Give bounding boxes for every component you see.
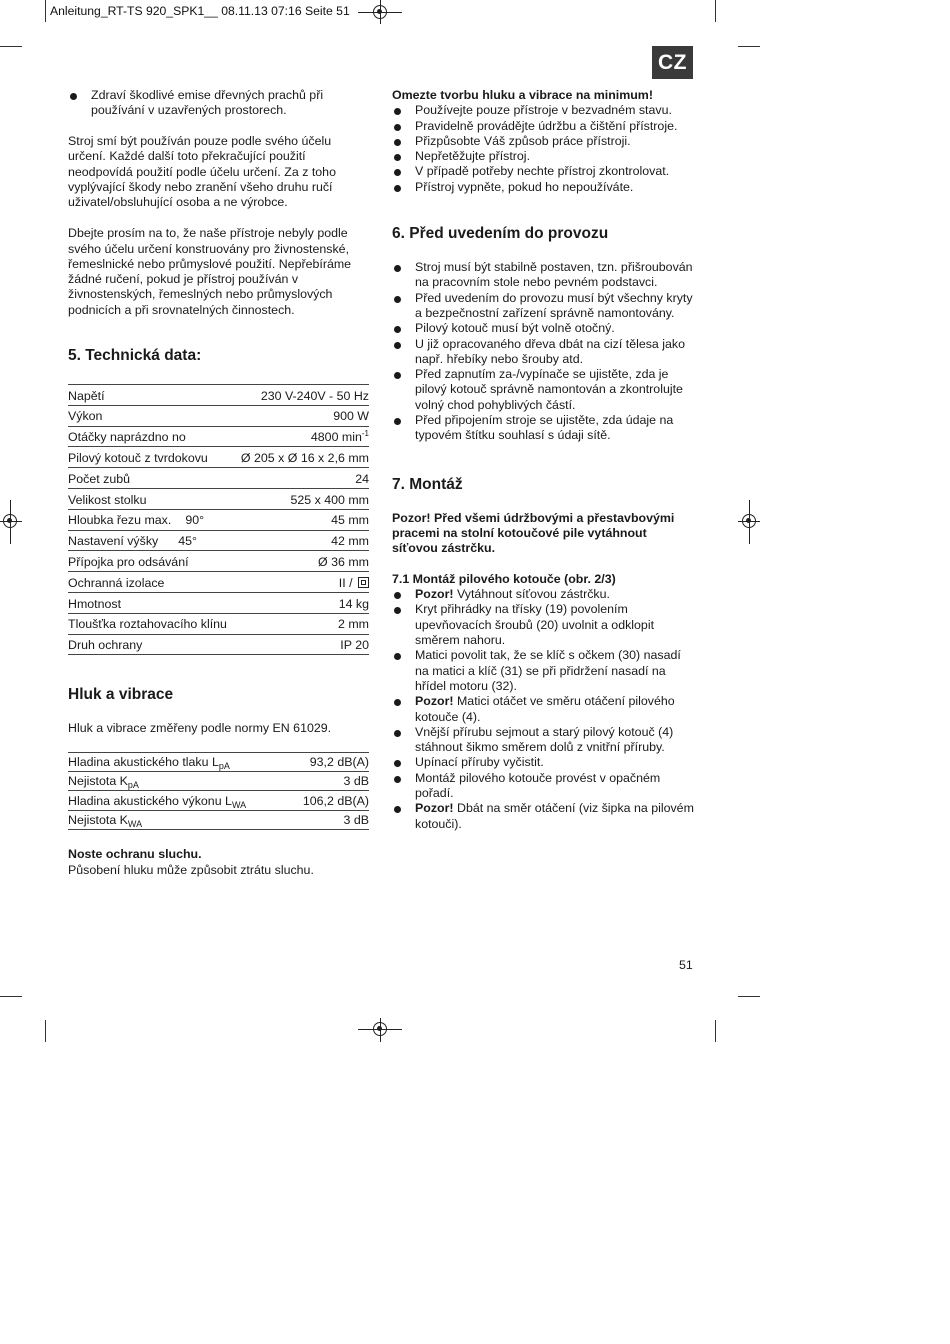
section-heading-technical-data: 5. Technická data:	[68, 347, 202, 365]
warning-label: Pozor!	[415, 587, 454, 602]
unit-exponent: -1	[361, 429, 369, 439]
table-row	[68, 753, 369, 772]
row-value: 2 mm	[338, 617, 369, 632]
row-label: Hladina akustického výkonu L	[68, 793, 232, 808]
row-value: 3 dB	[343, 774, 369, 789]
item-text: Matici povolit tak, že se klíč s očkem (30) nasadí na matici a klíč (31) se při přidržení nasadí na hřídel motoru (32).	[415, 648, 681, 693]
item-text: Vnější přírubu sejmout a starý pilový kotouč (4) stáhnout šikmo směrem dolů z vnitřní příruby.	[415, 724, 674, 755]
row-label-wrap	[68, 794, 246, 809]
list-item: Před uvedením do provozu musí být všechny kryty a bezpečnostní zařízení správně namontovány.	[392, 291, 694, 322]
row-angle: 90°	[185, 513, 205, 528]
list-item: Pilový kotouč musí být volně otočný.	[392, 321, 694, 336]
table-row	[68, 447, 369, 468]
section-heading-before-operation: 6. Před uvedením do provozu	[392, 225, 609, 243]
row-value: IP 20	[340, 638, 369, 653]
protection-class-ii-icon	[358, 577, 369, 588]
table-row	[68, 406, 369, 427]
list-item: Přístroj vypněte, pokud ho nepoužíváte.	[392, 180, 694, 195]
list-item: Stroj musí být stabilně postaven, tzn. přišroubován na pracovním stole nebo pevném podstavci.	[392, 260, 694, 291]
row-label: Hloubka řezu max.	[68, 513, 172, 528]
table-row	[68, 572, 369, 593]
list-item: Před zapnutím za-/vypínače se ujistěte, zda je pilový kotouč správně namontován a zkontrolujte volný chod pohyblivých částí.	[392, 367, 694, 413]
before-operation-list	[392, 260, 694, 444]
list-item: Přizpůsobte Váš způsob práce přístroji.	[392, 134, 694, 149]
row-label: Počet zubů	[68, 471, 130, 486]
list-item	[392, 801, 694, 832]
left-column	[68, 88, 369, 878]
row-label: Nejistota K	[68, 812, 128, 827]
row-label: Ochranná izolace	[68, 575, 165, 590]
crop-mark	[738, 46, 760, 47]
row-angle: 45°	[178, 534, 197, 549]
list-item: Nepřetěžujte přístroj.	[392, 149, 694, 164]
section-heading-noise: Hluk a vibrace	[68, 686, 174, 704]
row-value: 14 kg	[338, 596, 369, 611]
row-value: 93,2 dB(A)	[309, 754, 369, 769]
table-row	[68, 468, 369, 489]
warning-label: Pozor!	[415, 801, 454, 816]
list-item	[392, 725, 694, 756]
list-item: Pravidelně provádějte údržbu a čištění přístroje.	[392, 119, 694, 134]
row-label: Tloušťka roztahovacího klínu	[68, 617, 227, 632]
row-label-wrap	[68, 774, 139, 789]
table-row	[68, 551, 369, 572]
row-value-wrap	[339, 576, 369, 591]
row-value: 45 mm	[331, 513, 369, 528]
row-value: 900 W	[333, 409, 369, 424]
row-subscript: WA	[127, 818, 143, 829]
row-label: Druh ochrany	[68, 638, 143, 653]
crop-mark	[45, 1020, 46, 1042]
row-label-wrap	[68, 513, 204, 528]
table-row	[68, 772, 369, 791]
row-label: Výkon	[68, 409, 103, 424]
row-value: 42 mm	[331, 534, 369, 549]
crop-mark	[715, 0, 716, 22]
row-label: Přípojka pro odsávání	[68, 554, 189, 569]
emissions-bullet-list	[68, 88, 369, 119]
list-item: Používejte pouze přístroje v bezvadném stavu.	[392, 103, 694, 118]
table-row	[68, 593, 369, 614]
row-value: 4800 min	[310, 430, 362, 445]
section-heading-assembly: 7. Montáž	[392, 475, 463, 493]
row-label: Nejistota K	[68, 774, 128, 789]
page-number: 51	[679, 958, 693, 972]
list-item	[392, 694, 694, 725]
row-label: Napětí	[68, 388, 105, 403]
row-value: Ø 205 x Ø 16 x 2,6 mm	[240, 450, 369, 465]
crop-mark	[738, 996, 760, 997]
row-label: Otáčky naprázdno no	[68, 430, 186, 445]
row-label-wrap	[68, 755, 230, 770]
registration-target-icon	[3, 514, 17, 528]
item-text: Kryt přihrádky na třísky (19) povolením upevňovacích šroubů (20) uvolnit a odklopit směrem nahoru.	[415, 602, 655, 648]
registration-target-icon	[742, 514, 756, 528]
table-row	[68, 385, 369, 406]
list-item: Před připojením stroje se ujistěte, zda údaje na typovém štítku souhlasí s údaji sítě.	[392, 413, 694, 444]
print-header: Anleitung_RT-TS 920_SPK1__ 08.11.13 07:16 Seite 51	[50, 4, 350, 18]
list-item: U již opracovaného dřeva dbát na cizí tělesa jako např. hřebíky nebo šrouby atd.	[392, 337, 694, 368]
item-text: Matici otáčet ve směru otáčení pilového kotouče (4).	[415, 694, 675, 724]
list-item	[392, 602, 694, 648]
language-badge: CZ	[652, 46, 693, 79]
row-label: Velikost stolku	[68, 492, 147, 507]
assembly-warning: Pozor! Před všemi údržbovými a přestavbovými pracemi na stolní kotoučové pile vytáhnout síťovou zástrčku.	[392, 510, 675, 556]
crop-mark	[0, 46, 22, 47]
table-row	[68, 531, 369, 552]
row-value: 24	[355, 471, 369, 486]
noise-limit-list	[392, 103, 694, 195]
right-column	[392, 88, 694, 832]
list-item	[392, 755, 694, 770]
crop-mark	[45, 0, 46, 22]
noise-limit-title: Omezte tvorbu hluku a vibrace na minimum!	[392, 88, 653, 102]
table-row	[68, 635, 369, 656]
hearing-protection-text: Působení hluku může způsobit ztrátu sluchu.	[68, 862, 314, 877]
row-label: Nastavení výšky	[68, 534, 159, 549]
warning-label: Pozor!	[415, 694, 454, 709]
registration-target-icon	[373, 1022, 387, 1036]
row-label-wrap	[68, 813, 142, 828]
row-value: 106,2 dB(A)	[302, 793, 369, 808]
intended-use-paragraph: Stroj smí být používán pouze podle svého účelu určení. Každé další toto překračující použití neodpovídá použití podle účelu určení. Za z toho vyplývající škody nebo zranění všeho druhu ručí uživatel/obsluhující osoba a ne výrobce.	[68, 134, 336, 210]
noise-table	[68, 752, 369, 831]
item-text: Montáž pilového kotouče provést v opačném pořadí.	[415, 770, 661, 800]
row-label: Pilový kotouč z tvrdokovu	[68, 450, 208, 465]
row-subscript: pA	[127, 780, 139, 791]
table-row	[68, 811, 369, 830]
list-item: Zdraví škodlivé emise dřevných prachů při používání v uzavřených prostorech.	[68, 88, 369, 119]
blade-assembly-list	[392, 587, 694, 832]
noise-intro: Hluk a vibrace změřeny podle normy EN 61029.	[68, 721, 332, 736]
list-item	[392, 648, 694, 694]
item-text: Vytáhnout síťovou zástrčku.	[453, 587, 610, 602]
table-row	[68, 791, 369, 810]
list-item	[392, 587, 694, 602]
list-item: V případě potřeby nechte přístroj zkontrolovat.	[392, 164, 694, 179]
row-value-wrap	[311, 430, 369, 445]
table-row	[68, 489, 369, 510]
row-label: Hmotnost	[68, 596, 122, 611]
item-text: Dbát na směr otáčení (viz šipka na pilovém kotouči).	[415, 801, 694, 831]
registration-target-icon	[373, 5, 387, 19]
hearing-protection-title: Noste ochranu sluchu.	[68, 847, 202, 862]
subsection-heading-blade-assembly: 7.1 Montáž pilového kotouče (obr. 2/3)	[392, 571, 616, 586]
row-subscript: WA	[231, 799, 247, 810]
row-value: 230 V-240V - 50 Hz	[260, 388, 369, 403]
table-row	[68, 614, 369, 635]
row-value: 525 x 400 mm	[290, 492, 369, 507]
item-text: Upínací příruby vyčistit.	[415, 755, 544, 770]
row-subscript: pA	[218, 760, 230, 771]
row-label-wrap	[68, 534, 197, 549]
technical-data-table	[68, 384, 369, 655]
row-value: II /	[338, 575, 356, 590]
commercial-use-paragraph: Dbejte prosím na to, že naše přístroje nebyly podle svého účelu určení konstruovány pro živnostenské, řemeslnické nebo průmyslové použití. Nepřebíráme žádné ručení, pokud je přístroj používán v živnostenských, řemeslných nebo průmyslových podnicích a při srovnatelných činnostech.	[68, 226, 352, 317]
crop-mark	[0, 996, 22, 997]
crop-mark	[715, 1020, 716, 1042]
row-value: Ø 36 mm	[318, 554, 369, 569]
table-row	[68, 427, 369, 448]
list-item	[392, 771, 694, 802]
row-label: Hladina akustického tlaku L	[68, 754, 219, 769]
row-value: 3 dB	[343, 812, 369, 827]
table-row	[68, 510, 369, 531]
